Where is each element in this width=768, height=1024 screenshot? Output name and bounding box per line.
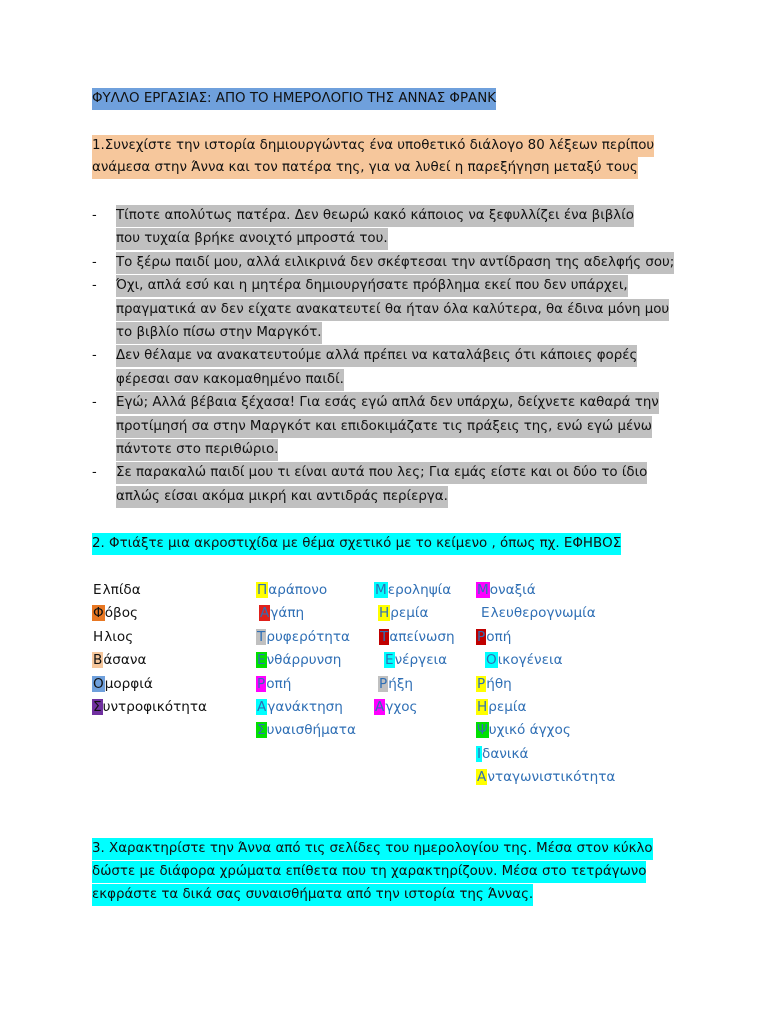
acrostic-word (259, 602, 304, 624)
acrostic-word-rest: εροληψία (387, 582, 452, 598)
dialogue-line: Εγώ; Αλλά βέβαια ξέχασα! Για εσάς εγώ απλά δεν υπάρχω, δείχνετε καθαρά την (116, 392, 659, 414)
dialogue-line: Σε παρακαλώ παιδί μου τι είναι αυτά που λες; Για εμάς είστε και οι δύο το ίδιο (116, 462, 647, 484)
acrostic-word (256, 719, 356, 741)
acrostic-word (256, 626, 350, 648)
acrostic-word (476, 696, 526, 718)
acrostic-first-letter: Ο (93, 675, 104, 692)
task3-line-2: δώστε με διάφορα χρώματα επίθετα που τη χαρακτηρίζουν. Μέσα στο τετράγωνο (92, 861, 646, 883)
acrostic-first-letter: Α (260, 605, 270, 622)
bullet-dash: - (92, 348, 97, 364)
acrostic-first-letter: Α (375, 699, 385, 715)
acrostic-word-rest: αράπονο (268, 582, 328, 598)
acrostic-word-rest: δανικά (482, 745, 529, 762)
acrostic-word (476, 766, 615, 788)
acrostic-first-letter: Ε (257, 652, 266, 669)
acrostic-word (256, 696, 343, 718)
acrostic-word-rest: νταγωνιστικότητα (487, 769, 616, 786)
acrostic-word-rest: ήξη (388, 675, 414, 692)
acrostic-first-letter: Η (93, 628, 104, 645)
acrostic-word-rest: νέργεια (394, 652, 448, 669)
acrostic-word-rest: γχος (385, 699, 418, 715)
acrostic-word-rest: ρεμία (488, 699, 527, 715)
acrostic-word (92, 673, 153, 695)
task3-line-1: 3. Χαρακτηρίστε την Άννα από τις σελίδες του ημερολογίου της. Μέσα στον κύκλο (92, 838, 653, 860)
acrostic-first-letter: Ρ (379, 675, 388, 692)
acrostic-word (476, 719, 571, 741)
acrostic-word-rest: οναξιά (489, 582, 536, 598)
acrostic-word (378, 602, 428, 624)
acrostic-first-letter: Ε (93, 582, 102, 598)
acrostic-word (384, 649, 447, 671)
dialogue-line: το βιβλίο πίσω στην Μαργκότ. (116, 322, 322, 344)
dialogue-line: Το ξέρω παιδί μου, αλλά ειλικρινά δεν σκέφτεσαι την αντίδραση της αδελφής σου; (116, 252, 674, 274)
acrostic-first-letter: Τ (257, 628, 266, 645)
acrostic-word-rest: λιος (104, 628, 134, 645)
acrostic-first-letter: Ρ (257, 675, 266, 692)
acrostic-word (92, 579, 141, 601)
acrostic-first-letter: Σ (257, 722, 266, 739)
acrostic-word-rest: οπή (486, 628, 512, 645)
dialogue-line: που τυχαία βρήκε ανοιχτό μπροστά του. (116, 228, 388, 250)
acrostic-first-letter: Ο (486, 652, 497, 669)
acrostic-word-rest: υναισθήματα (266, 722, 356, 739)
acrostic-word (476, 673, 512, 695)
acrostic-first-letter: Ρ (477, 675, 486, 692)
acrostic-first-letter: Φ (93, 605, 104, 622)
acrostic-first-letter: Η (477, 699, 488, 715)
acrostic-word (480, 602, 596, 624)
acrostic-word (92, 696, 207, 718)
acrostic-first-letter: Α (477, 769, 487, 786)
task1-line-2: ανάμεσα στην Άννα και τον πατέρα της, για να λυθεί η παρεξήγηση μεταξύ τους (92, 157, 638, 179)
bullet-dash: - (92, 208, 97, 223)
acrostic-word-rest: λευθερογνωμία (490, 605, 596, 622)
acrostic-word-rest: οπή (266, 675, 292, 692)
acrostic-word (378, 673, 413, 695)
task2-instructions: 2. Φτιάξτε μια ακροστιχίδα με θέμα σχετικό με το κείμενο , όπως πχ. ΕΦΗΒΟΣ (92, 533, 621, 555)
acrostic-word-rest: υχικό άγχος (488, 722, 571, 739)
bullet-dash: - (92, 395, 97, 411)
acrostic-word-rest: ήθη (486, 675, 512, 692)
acrostic-word (256, 579, 327, 601)
acrostic-first-letter: Ρ (477, 628, 486, 645)
acrostic-word-rest: απείνωση (389, 628, 455, 645)
bullet-dash: - (92, 254, 97, 270)
acrostic-word (476, 626, 511, 648)
acrostic-first-letter: Μ (375, 582, 387, 598)
acrostic-first-letter: Ε (481, 605, 490, 622)
acrostic-word (374, 696, 418, 718)
acrostic-word-rest: άσανα (103, 652, 147, 669)
dialogue-line: φέρεσαι σαν κακομαθημένο παιδί. (116, 369, 344, 391)
dialogue-line: απλώς είσαι ακόμα μικρή και αντιδράς περίεργα. (116, 486, 448, 508)
acrostic-first-letter: Η (379, 605, 390, 622)
acrostic-first-letter: Τ (380, 628, 389, 645)
acrostic-word (256, 673, 291, 695)
task3-line-3: εκφράστε τα δικά σας συναισθήματα από την ιστορία της Άννας. (92, 884, 533, 906)
acrostic-word-rest: λπίδα (102, 582, 141, 598)
dialogue-line: Τίποτε απολύτως πατέρα. Δεν θεωρώ κακό κάποιος να ξεφυλλίζει ένα βιβλίο (116, 205, 634, 227)
acrostic-word (92, 602, 138, 624)
acrostic-word (476, 579, 536, 601)
acrostic-first-letter: Π (257, 582, 268, 598)
acrostic-word-rest: μορφιά (104, 675, 153, 692)
acrostic-word-rest: υντροφικότητα (102, 699, 208, 715)
acrostic-word (379, 626, 455, 648)
acrostic-word-rest: νθάρρυνση (266, 652, 342, 669)
acrostic-first-letter: Μ (477, 582, 489, 598)
acrostic-word-rest: γάπη (270, 605, 305, 622)
acrostic-word-rest: ικογένεια (497, 652, 563, 669)
acrostic-word (374, 579, 451, 601)
acrostic-first-letter: Α (257, 699, 267, 715)
task1-line-1: 1.Συνεχίστε την ιστορία δημιουργώντας ένα υποθετικό διάλογο 80 λέξεων περίπου (92, 135, 654, 157)
acrostic-first-letter: Σ (93, 699, 102, 715)
worksheet-title: ΦΥΛΛΟ ΕΡΓΑΣΙΑΣ: ΑΠΟ ΤΟ ΗΜΕΡΟΛΟΓΙΟ ΤΗΣ ΑΝΝΑΣ ΦΡΑΝΚ (92, 88, 496, 110)
acrostic-word (485, 649, 563, 671)
acrostic-word-rest: ρεμία (390, 605, 429, 622)
acrostic-first-letter: Β (93, 652, 103, 669)
acrostic-word (92, 649, 146, 671)
acrostic-first-letter: Ε (385, 652, 394, 669)
acrostic-word-rest: γανάκτηση (267, 699, 343, 715)
acrostic-word (256, 649, 341, 671)
acrostic-word (476, 743, 528, 765)
dialogue-line: προτίμησή σα στην Μαργκότ και επιδοκιμάζατε τις πράξεις της, ενώ εγώ μένω (116, 416, 652, 438)
acrostic-first-letter: Ψ (477, 722, 488, 739)
acrostic-word-rest: όβος (104, 605, 138, 622)
acrostic-word-rest: ρυφερότητα (266, 628, 351, 645)
bullet-dash: - (92, 465, 97, 481)
acrostic-first-letter: Ι (477, 745, 482, 762)
dialogue-line: Δεν θέλαμε να ανακατευτούμε αλλά πρέπει να καταλάβεις ότι κάποιες φορές (116, 345, 637, 367)
dialogue-line: πραγματικά αν δεν είχατε ανακατευτεί θα ήταν όλα καλύτερα, θα έδινα μόνη μου (116, 299, 669, 321)
bullet-dash: - (92, 278, 97, 294)
dialogue-line: Όχι, απλά εσύ και η μητέρα δημιουργήσατε πρόβλημα εκεί που δεν υπάρχει, (116, 275, 628, 297)
dialogue-line: πάντοτε στο περιθώριο. (116, 439, 278, 461)
acrostic-word (92, 626, 133, 648)
